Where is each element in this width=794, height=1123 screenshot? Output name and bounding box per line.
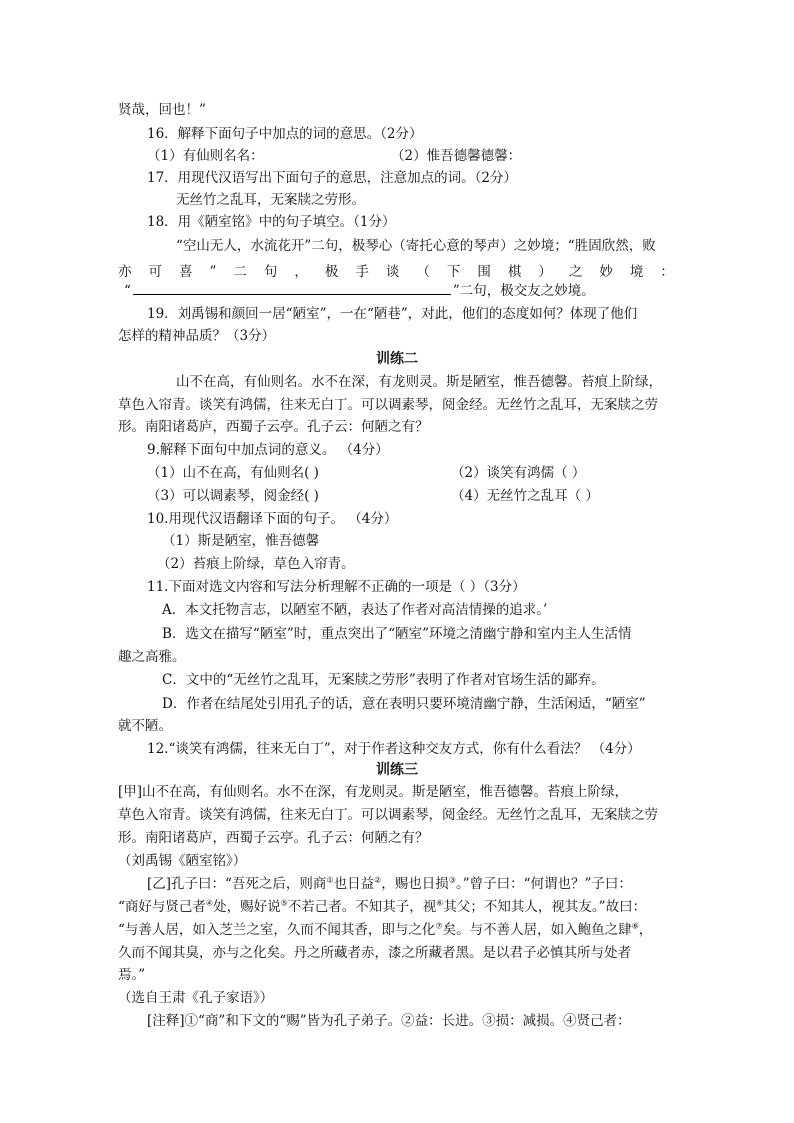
question-12: 12.“谈笑有鸿儒，往来无白丁”，对于作者这种交友方式，你有什么看法？ （4分） bbox=[147, 741, 641, 757]
char: 极 bbox=[324, 264, 339, 280]
question-16-part-2: （2）惟吾德馨德馨： bbox=[391, 148, 522, 164]
question-18-text: “空山无人，水流花开”二句，极琴心（寄托心意的琴声）之妙境；“胜固欣然，败 bbox=[176, 238, 656, 254]
option-d-cont: 就不陋。 bbox=[118, 718, 172, 734]
question-9-part-3: （3）可以调素琴，阅金经( ) bbox=[147, 488, 319, 504]
passage-yi-line: 久而不闻其臭，亦与之化矣。丹之所藏者赤，漆之所藏者黑。是以君子必慎其所与处者 bbox=[118, 945, 631, 961]
passage-yi-line bbox=[147, 874, 632, 894]
passage-line: 形。南阳诸葛庐，西蜀子云亭。孔子云：何陋之有？ bbox=[118, 419, 429, 435]
char: 棋 bbox=[507, 264, 522, 280]
section-title-training-2: 训练二 bbox=[376, 351, 418, 367]
text-run: 处，赐好说 bbox=[213, 899, 281, 915]
answer-blank bbox=[133, 281, 451, 295]
footnote-marker: ③ bbox=[448, 875, 456, 885]
char: 围 bbox=[477, 264, 491, 280]
question-18-justified-line bbox=[118, 262, 674, 282]
text-run: 矣。与不善人居，如入鲍鱼之肆 bbox=[442, 922, 632, 938]
footnote-marker: ① bbox=[326, 875, 334, 885]
footnote-marker: ⑤ bbox=[280, 898, 288, 908]
footnote-marker: ⑦ bbox=[435, 921, 443, 931]
text-line: 贤哉，回也！” bbox=[118, 102, 206, 118]
text-run: ， bbox=[638, 922, 653, 938]
char: ） bbox=[538, 264, 552, 280]
question-9: 9.解释下面句中加点词的意义。 （4分） bbox=[147, 442, 389, 458]
option-d: D．作者在结尾处引用孔子的话，意在表明只要环境清幽宁静，生活闲适，“陋室” bbox=[162, 696, 646, 712]
passage-jia-line: 草色入帘青。谈笑有鸿儒，往来无白丁。可以调素琴，阅金经。无丝竹之乱耳，无案牍之劳 bbox=[118, 807, 658, 823]
option-b: B．选文在描写“陋室”时，重点突出了“陋室”环境之清幽宁静和室内主人生活情 bbox=[162, 626, 632, 642]
char: ： bbox=[660, 264, 674, 280]
source-citation: （刘禹锡《陋室铭》） bbox=[118, 853, 247, 869]
char: ” bbox=[209, 264, 217, 280]
passage-line: 草色入帘青。谈笑有鸿儒，往来无白丁。可以调素琴，阅金经。无丝竹之乱耳，无案牍之劳 bbox=[118, 397, 658, 413]
source-citation: （选自王肃《孔子家语》） bbox=[118, 990, 274, 1006]
question-19: 19．刘禹锡和颜回一居“陋室”，一在“陋巷”，对此，他们的态度如何？体现了他们 bbox=[147, 306, 638, 322]
footnote-marker: ④ bbox=[205, 898, 214, 908]
char: （ bbox=[416, 264, 430, 280]
option-a: A．本文托物言志，以陋室不陋，表达了作者对高洁情操的追求。’ bbox=[162, 602, 548, 618]
question-19-cont: 怎样的精神品质？（3分） bbox=[118, 328, 276, 344]
passage-jia-line: 形。南阳诸葛庐，西蜀子云亭。孔子云：何陋之有？ bbox=[118, 830, 429, 846]
text-run: “与善人居，如入芝兰之室，久而不闻其香，即与之化 bbox=[118, 922, 436, 938]
section-title-training-3: 训练三 bbox=[376, 762, 418, 778]
question-16: 16．解释下面句子中加点的词的意思。（2分） bbox=[147, 126, 423, 142]
annotation-line: [注释]①“商”和下文的“赐”皆为孔子弟子。②益：长进。③损：减损。④贤己者： bbox=[147, 1013, 631, 1029]
option-c: C．文中的“无丝竹之乱耳，无案牍之劳形”表明了作者对官场生活的鄙弃。 bbox=[162, 672, 605, 688]
text-run: 不若己者。不知其子，视 bbox=[287, 899, 437, 915]
text-run: 其父；不知其人，视其友。”故曰： bbox=[443, 899, 647, 915]
char: 下 bbox=[446, 264, 461, 280]
char: 境 bbox=[629, 264, 644, 280]
text-run: 。”曾子曰：“何谓也？”子曰： bbox=[455, 876, 632, 892]
char: 妙 bbox=[599, 264, 613, 280]
option-b-cont: 趣之高雅。 bbox=[118, 649, 186, 665]
question-18-fill-line bbox=[124, 281, 595, 301]
passage-yi-line: 焉。” bbox=[118, 967, 146, 983]
question-9-part-1: （1）山不在高，有仙则名( ) bbox=[147, 465, 319, 481]
question-10-part-1: （1）斯是陋室，惟吾德馨 bbox=[162, 533, 320, 549]
char: 亦 bbox=[118, 264, 132, 280]
passage-line: 山不在高，有仙则名。水不在深，有龙则灵。斯是陋室，惟吾德馨。苔痕上阶绿， bbox=[176, 374, 662, 390]
char: 手 bbox=[355, 264, 369, 280]
text-run: “商好与贤己者 bbox=[118, 899, 206, 915]
char: 二 bbox=[233, 264, 247, 280]
passage-jia-line: [甲]山不在高，有仙则名。水不在深，有龙则灵。斯是陋室，惟吾德馨。苔痕上阶绿， bbox=[118, 784, 629, 800]
char: ， bbox=[294, 264, 308, 280]
char: 可 bbox=[148, 264, 162, 280]
question-17-sentence: 无丝竹之乱耳，无案牍之劳形。 bbox=[176, 192, 365, 208]
footnote-marker: ② bbox=[374, 875, 382, 885]
passage-yi-line bbox=[118, 920, 652, 940]
char: 谈 bbox=[385, 264, 400, 280]
open-quote: “ bbox=[124, 283, 131, 299]
question-16-part-1: （1）有仙则名名： bbox=[147, 148, 264, 164]
text-run: ，赐也日损 bbox=[381, 876, 449, 892]
question-9-part-4: （4）无丝竹之乱耳（ ） bbox=[451, 488, 599, 504]
text-run: 也日益 bbox=[333, 876, 375, 892]
char: 之 bbox=[568, 264, 583, 280]
passage-yi-line bbox=[118, 897, 646, 917]
question-10: 10.用现代汉语翻译下面的句子。 （4分） bbox=[147, 511, 398, 527]
footnote-marker: ⑧ bbox=[631, 921, 639, 931]
char: 句 bbox=[263, 264, 278, 280]
question-17: 17．用现代汉语写出下面句子的意思，注意加点的词。（2分） bbox=[147, 170, 518, 186]
question-18: 18．用《陋室铭》中的句子填空。（1分） bbox=[147, 214, 396, 230]
question-10-part-2: （2）苔痕上阶绿，草色入帘青。 bbox=[157, 556, 355, 572]
text-run: [乙]孔子曰：“吾死之后，则商 bbox=[147, 876, 327, 892]
fill-line-suffix: ”二句，极交友之妙境。 bbox=[452, 283, 595, 299]
question-9-part-2: （2）谈笑有鸿儒（ ） bbox=[451, 465, 586, 481]
footnote-marker: ⑥ bbox=[436, 898, 444, 908]
question-11: 11.下面对选文内容和写法分析理解不正确的一项是（ ）（3分） bbox=[147, 579, 526, 595]
char: 喜 bbox=[179, 264, 193, 280]
